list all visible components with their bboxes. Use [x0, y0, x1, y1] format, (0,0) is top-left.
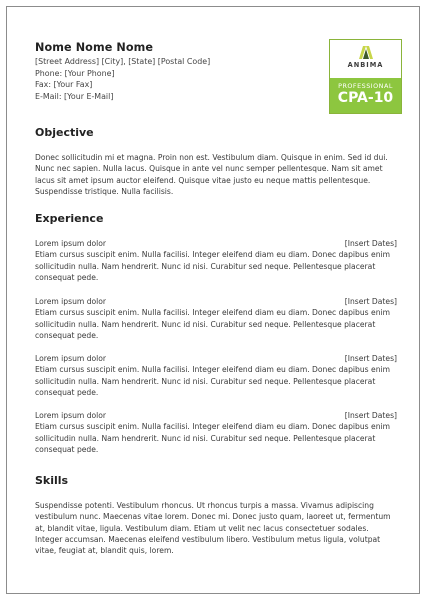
experience-entry	[35, 353, 397, 398]
email-line: E-Mail: [Your E-Mail]	[35, 91, 114, 101]
entry-role: Lorem ipsum dolor	[35, 411, 107, 420]
badge-certification-panel	[330, 78, 401, 113]
skills-heading: Skills	[35, 474, 69, 487]
entry-text: Etiam cursus suscipit enim. Nulla facilisi. Integer eleifend diam eu diam. Donec dapibus enim sollicitudin nulla. Nam hendrerit. Nunc id nisi. Curabitur sed neque. Pellentesque placerat consequat pede.	[35, 365, 391, 397]
objective-text: Donec sollicitudin mi et magna. Proin non est. Vestibulum diam. Quisque in enim. Sed id dui. Nunc nec sapien. Nulla lacus. Quisque in ante vel nunc semper pellentesque. Nam sit amet lacus sit amet ipsum auctor eleifend. Quisque vitae justo eu neque mattis pellentesque. Suspendisse tristique. Nulla facilisis.	[35, 153, 388, 196]
entry-text: Etiam cursus suscipit enim. Nulla facilisi. Integer eleifend diam eu diam. Donec dapibus enim sollicitudin nulla. Nam hendrerit. Nunc id nisi. Curabitur sed neque. Pellentesque placerat consequat pede.	[35, 422, 391, 454]
entry-dates: [Insert Dates]	[344, 297, 397, 306]
certification-badge	[329, 39, 402, 114]
entry-role: Lorem ipsum dolor	[35, 239, 107, 248]
entry-dates: [Insert Dates]	[344, 411, 397, 420]
experience-entry	[35, 410, 397, 455]
resume-page	[6, 6, 420, 594]
anbima-logo-icon	[359, 46, 373, 59]
entry-text: Etiam cursus suscipit enim. Nulla facilisi. Integer eleifend diam eu diam. Donec dapibus enim sollicitudin nulla. Nam hendrerit. Nunc id nisi. Curabitur sed neque. Pellentesque placerat consequat pede.	[35, 250, 391, 282]
entry-role: Lorem ipsum dolor	[35, 354, 107, 363]
entry-dates: [Insert Dates]	[344, 239, 397, 248]
entry-role: Lorem ipsum dolor	[35, 297, 107, 306]
contact-block	[35, 56, 210, 102]
phone-line: Phone: [Your Phone]	[35, 68, 115, 78]
entry-dates: [Insert Dates]	[344, 354, 397, 363]
badge-tier: PROFESSIONAL	[338, 82, 393, 90]
badge-brand: ANBIMA	[347, 61, 384, 69]
badge-cert: CPA-10	[337, 90, 394, 106]
skills-text: Suspendisse potenti. Vestibulum rhoncus. Ut rhoncus turpis a massa. Vivamus adipiscing vestibulum nunc. Maecenas vitae lorem. Donec mi. Donec justo quam, laoreet ut, fermentum at, blandit vitae, ligula. Vestibulum diam. Etiam ut velit nec lacus consectetuer sodales. Integer accumsan. Maecenas eleifend vestibulum libero. Vestibulum metus ligula, volutpat vitae, feugiat at, blandit quis, lorem.	[35, 501, 391, 556]
candidate-name: Nome Nome Nome	[35, 41, 154, 54]
objective-heading: Objective	[35, 126, 94, 139]
address-line: [Street Address] [City], [State] [Postal Code]	[35, 57, 211, 66]
fax-line: Fax: [Your Fax]	[35, 80, 93, 89]
experience-entry	[35, 238, 397, 283]
experience-heading: Experience	[35, 212, 104, 225]
experience-entry	[35, 296, 397, 341]
entry-text: Etiam cursus suscipit enim. Nulla facilisi. Integer eleifend diam eu diam. Donec dapibus enim sollicitudin nulla. Nam hendrerit. Nunc id nisi. Curabitur sed neque. Pellentesque placerat consequat pede.	[35, 308, 391, 340]
